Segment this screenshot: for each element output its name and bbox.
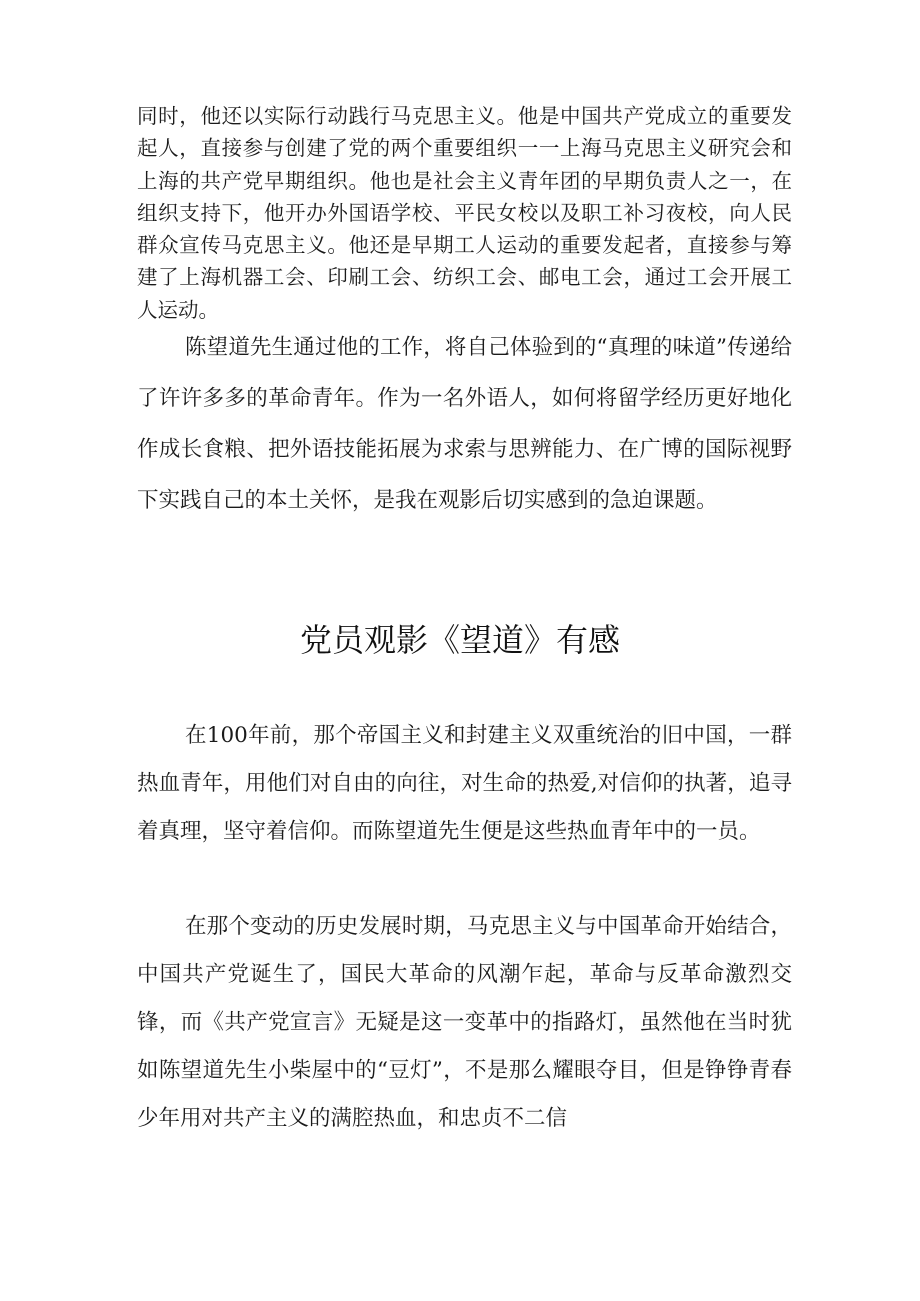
paragraph-historical-period: 在那个变动的历史发展时期，马克思主义与中国革命开始结合，中国共产党诞生了，国民大革命的风潮乍起，革命与反革命激烈交锋，而《共产党宣言》无疑是这一变革中的指路灯，虽然他在当时犹如陈望道先生小柴屋中的“豆灯”，不是那么耀眼夺目，但是铮铮青春少年用对共产主义的满腔热血，和忠贞不二信: [137, 914, 792, 1131]
article-title: 党员观影《望道》有感: [299, 621, 620, 659]
paragraph-truth-taste: 陈望道先生通过他的工作，将自己体验到的“真理的味道”传递给了许许多多的革命青年。作为一名外语人，如何将留学经历更好地化作成长食粮、把外语技能拓展为求索与思辨能力、在广博的国际视野下实践自己的本土关怀，是我在观影后切实感到的急迫课题。: [137, 335, 792, 513]
paragraph-lenin-practice: 同时，他还以实际行动践行马克思主义。他是中国共产党成立的重要发起人，直接参与创建了党的两个重要组织一一上海马克思主义研究会和上海的共产党早期组织。他也是社会主义青年团的早期负责人之一，在组织支持下，他开办外国语学校、平民女校以及职工补习夜校，向人民群众宣传马克思主义。他还是早期工人运动的重要发起者，直接参与筹建了上海机器工会、印刷工会、纺织工会、邮电工会，通过工会开展工人运动。: [137, 104, 792, 322]
paragraph-hundred-years-ago: 在100年前，那个帝国主义和封建主义双重统治的旧中国，一群热血青年，用他们对自由的向往，对生命的热爱,对信仰的执著，追寻着真理，坚守着信仰。而陈望道先生便是这些热血青年中的一员。: [137, 723, 792, 844]
